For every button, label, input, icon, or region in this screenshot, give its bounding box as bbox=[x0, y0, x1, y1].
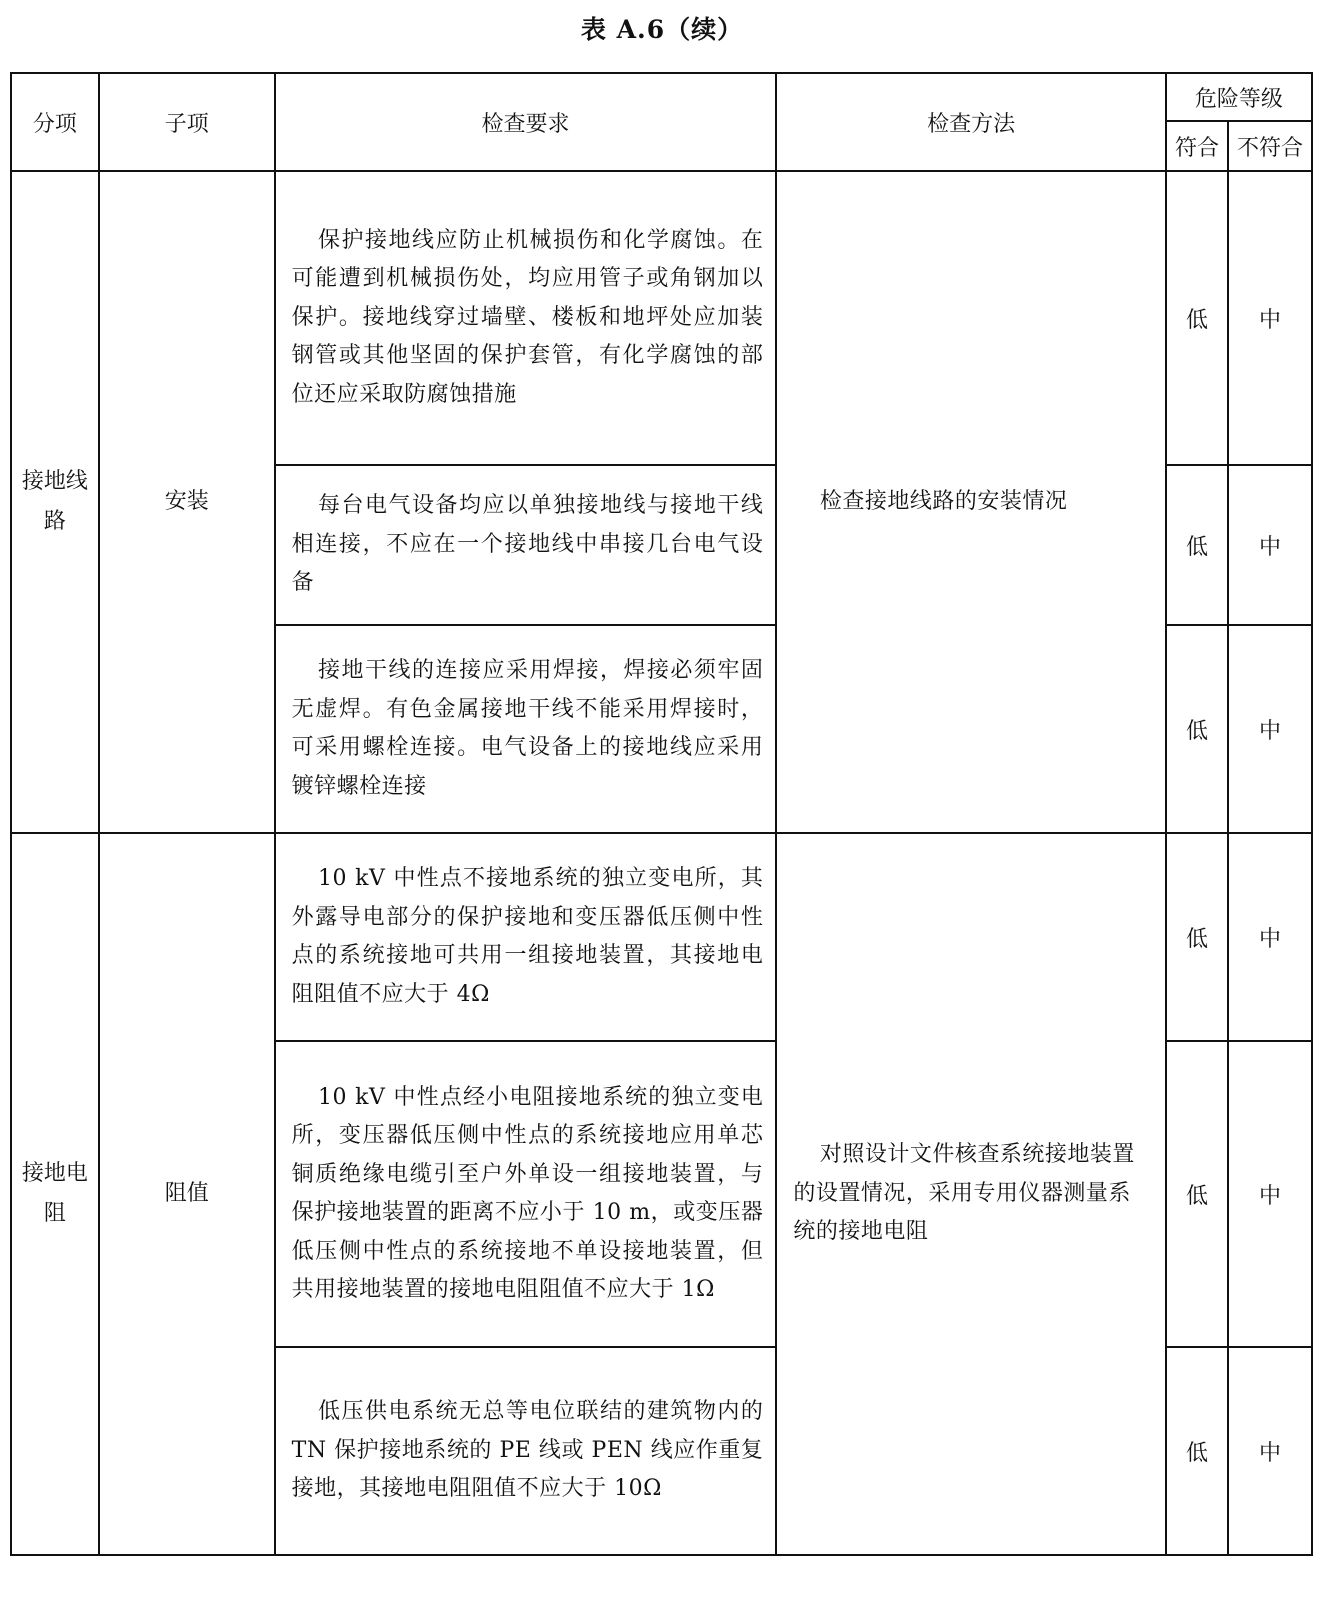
category-cell: 接地电阻 bbox=[11, 833, 99, 1555]
inspection-table bbox=[10, 72, 1313, 1556]
comply-level-cell: 低 bbox=[1166, 1347, 1228, 1555]
requirement-cell: 10 kV 中性点不接地系统的独立变电所，其外露导电部分的保护接地和变压器低压侧中性点的系统接地可共用一组接地装置，其接地电阻阻值不应大于 4Ω bbox=[275, 833, 777, 1041]
header-comply: 符合 bbox=[1166, 121, 1228, 171]
not-comply-level-cell: 中 bbox=[1228, 833, 1312, 1041]
comply-level-cell: 低 bbox=[1166, 1041, 1228, 1347]
comply-level-cell: 低 bbox=[1166, 465, 1228, 625]
header-category: 分项 bbox=[11, 73, 99, 171]
subitem-cell: 阻值 bbox=[99, 833, 275, 1555]
comply-level-cell: 低 bbox=[1166, 625, 1228, 833]
not-comply-level-cell: 中 bbox=[1228, 465, 1312, 625]
method-cell: 对照设计文件核查系统接地装置的设置情况，采用专用仪器测量系统的接地电阻 bbox=[776, 833, 1165, 1555]
comply-level-cell: 低 bbox=[1166, 171, 1228, 465]
table-title: 表 A.6（续） bbox=[580, 15, 744, 44]
not-comply-level-cell: 中 bbox=[1228, 1347, 1312, 1555]
not-comply-level-cell: 中 bbox=[1228, 171, 1312, 465]
table-row bbox=[11, 833, 1312, 1041]
header-method: 检查方法 bbox=[776, 73, 1165, 171]
method-cell: 检查接地线路的安装情况 bbox=[776, 171, 1165, 833]
not-comply-level-cell: 中 bbox=[1228, 1041, 1312, 1347]
requirement-cell: 每台电气设备均应以单独接地线与接地干线相连接，不应在一个接地线中串接几台电气设备 bbox=[275, 465, 777, 625]
header-requirement: 检查要求 bbox=[275, 73, 777, 171]
not-comply-level-cell: 中 bbox=[1228, 625, 1312, 833]
header-not-comply: 不符合 bbox=[1228, 121, 1312, 171]
requirement-cell: 低压供电系统无总等电位联结的建筑物内的 TN 保护接地系统的 PE 线或 PEN 线应作重复接地，其接地电阻阻值不应大于 10Ω bbox=[275, 1347, 777, 1555]
category-cell: 接地线路 bbox=[11, 171, 99, 833]
header-risk-level: 危险等级 bbox=[1166, 73, 1312, 121]
requirement-cell: 10 kV 中性点经小电阻接地系统的独立变电所，变压器低压侧中性点的系统接地应用单芯铜质绝缘电缆引至户外单设一组接地装置，与保护接地装置的距离不应小于 10 m，或变压器低压侧中性点的系统接地不单设接地装置，但共用接地装置的接地电阻阻值不应大于 1Ω bbox=[275, 1041, 777, 1347]
requirement-cell: 保护接地线应防止机械损伤和化学腐蚀。在可能遭到机械损伤处，均应用管子或角钢加以保护。接地线穿过墙壁、楼板和地坪处应加装钢管或其他坚固的保护套管，有化学腐蚀的部位还应采取防腐蚀措施 bbox=[275, 171, 777, 465]
table-row bbox=[11, 171, 1312, 465]
requirement-cell: 接地干线的连接应采用焊接，焊接必须牢固无虚焊。有色金属接地干线不能采用焊接时，可采用螺栓连接。电气设备上的接地线应采用镀锌螺栓连接 bbox=[275, 625, 777, 833]
subitem-cell: 安装 bbox=[99, 171, 275, 833]
comply-level-cell: 低 bbox=[1166, 833, 1228, 1041]
header-subitem: 子项 bbox=[99, 73, 275, 171]
